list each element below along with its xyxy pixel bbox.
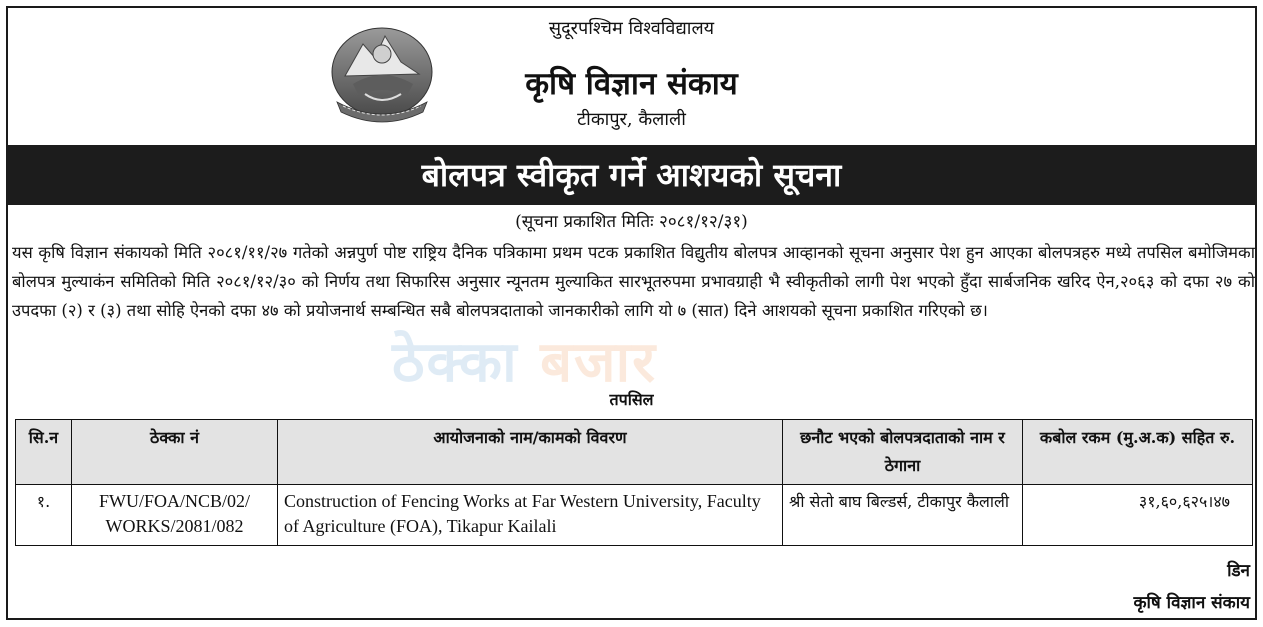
- cell-sn: १.: [16, 485, 72, 546]
- bid-table: [15, 419, 1253, 546]
- table-row: [16, 485, 1253, 546]
- cell-bidder: श्री सेतो बाघ बिल्डर्स, टीकापुर कैलाली: [783, 485, 1023, 546]
- signatory-office: कृषि विज्ञान संकाय: [1133, 593, 1250, 613]
- watermark-part-2: बजार: [540, 330, 658, 395]
- signatory-title: डिन: [1227, 561, 1250, 581]
- notice-title: बोलपत्र स्वीकृत गर्ने आशयको सूचना: [6, 145, 1257, 205]
- cell-amount: ३१,६०,६२५।४७: [1023, 485, 1253, 546]
- header-contract-no: ठेक्का नं: [72, 420, 278, 485]
- watermark-part-1: ठेक्का: [392, 330, 519, 395]
- header-sn: सि.न: [16, 420, 72, 485]
- published-date: (सूचना प्रकाशित मितिः २०८१/१२/३१): [515, 212, 748, 232]
- watermark-logo: [392, 322, 657, 398]
- faculty-name: कृषि विज्ञान संकाय: [525, 66, 738, 102]
- header-amount: कबोल रकम (मु.अ.क) सहित रु.: [1023, 420, 1253, 485]
- schedule-heading: तपसिल: [609, 390, 654, 409]
- header-bidder: छनौट भएको बोलपत्रदाताको नाम र ठेगाना: [783, 420, 1023, 485]
- university-name: सुदूरपश्चिम विश्वविद्यालय: [548, 18, 715, 39]
- faculty-location: टीकापुर, कैलाली: [577, 109, 686, 130]
- notice-body: यस कृषि विज्ञान संकायको मिति २०८१/११/२७ गतेको अन्नपुर्ण पोष्ट राष्ट्रिय दैनिक पत्रिकामा प्रथम पटक प्रकाशित विद्युतीय बोलपत्र आव्हानको सूचना अनुसार पेश हुन आएका बोलपत्रहरु मध्ये तपसिल बमोजिमका बोलपत्र मुल्याकंन समितिको मिति २०८१/१२/३० को निर्णय तथा सिफारिस अनुसार न्यूनतम मुल्याकित सारभूतरुपमा प्रभावग्राही भै स्वीकृतीको लागी पेश भएको हुँदा सार्बजनिक खरिद ऐन,२०६३ को दफा २७ को उपदफा (२) र (३) तथा सोहि ऐनको दफा ४७ को प्रयोजनार्थ सम्बन्धित सबै बोलपत्रदाताको जानकारीको लागि यो ७ (सात) दिने आशयको सूचना प्रकाशित गरिएको छ।: [12, 243, 1255, 320]
- cell-contract-no: FWU/FOA/NCB/02/ WORKS/2081/082: [72, 485, 278, 546]
- cell-project: Construction of Fencing Works at Far Western University, Faculty of Agriculture (FOA), Tikapur Kailali: [278, 485, 783, 546]
- table-header-row: [16, 420, 1253, 485]
- header-project: आयोजनाको नाम/कामको विवरण: [278, 420, 783, 485]
